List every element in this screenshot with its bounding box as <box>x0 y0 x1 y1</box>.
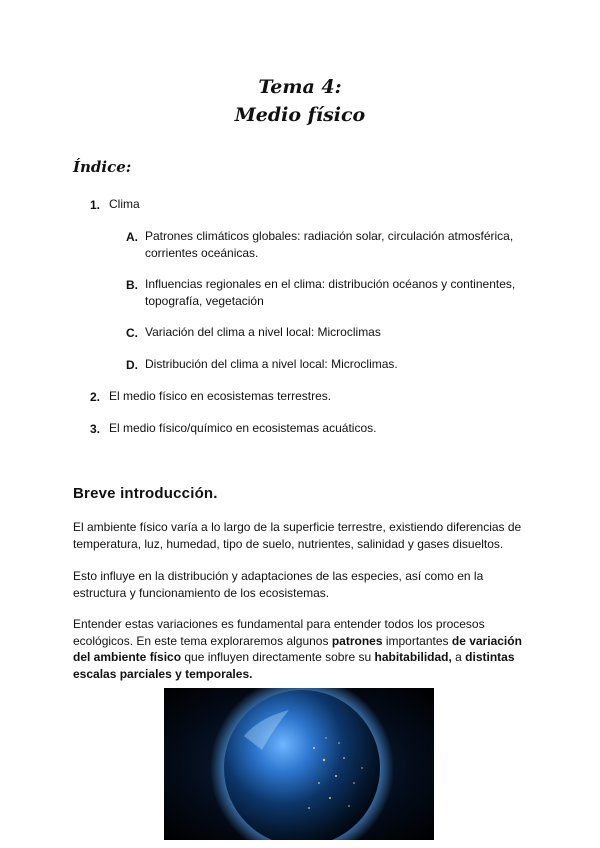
index-subitem-b-marker: B. <box>126 278 138 292</box>
intro-paragraph-2 <box>73 568 533 601</box>
index-subitem-a-marker: A. <box>126 230 138 244</box>
index-item-2-text: El medio físico en ecosistemas terrestres. <box>109 389 332 403</box>
title-line-2: Medio físico <box>234 104 366 126</box>
intro-p3-text: ecológicos. En este tema exploraremos algunos <box>73 633 332 648</box>
intro-p1-line2: temperatura, luz, humedad, tipo de suelo, nutrientes, salinidad y gases disueltos. <box>73 536 504 551</box>
index-subitem-a-line1: Patrones climáticos globales: radiación solar, circulación atmosférica, <box>145 229 514 243</box>
intro-p3-bold: habitabilidad, <box>374 650 452 664</box>
index-subitem-b-line1: Influencias regionales en el clima: distribución océanos y continentes, <box>145 277 516 291</box>
index-item-2-marker: 2. <box>90 390 101 404</box>
intro-p3-text: importantes <box>382 633 452 648</box>
index-item-1-marker: 1. <box>90 198 101 212</box>
intro-paragraph-3 <box>73 616 533 682</box>
index-subitem-c-marker: C. <box>126 326 138 340</box>
index-heading: Índice: <box>73 158 132 176</box>
title-line-1: Tema 4: <box>258 76 342 98</box>
intro-paragraph-1 <box>73 519 533 552</box>
index-subitem-c-line1: Variación del clima a nivel local: Microclimas <box>145 325 381 339</box>
intro-p2-line2: estructura y funcionamiento de los ecosistemas. <box>73 585 330 600</box>
index-item-1-text: Clima <box>109 197 140 211</box>
index-item-3-marker: 3. <box>90 422 101 436</box>
intro-p3-text: que influyen directamente sobre su <box>181 650 375 664</box>
intro-p1-line1: El ambiente físico varía a lo largo de la superficie terrestre, existiendo diferencias de <box>73 520 522 534</box>
intro-p3-bold: distintas <box>465 650 515 664</box>
index-subitem-d-marker: D. <box>126 358 138 372</box>
intro-p3-bold: de variación <box>451 633 522 648</box>
index-subitem-b-line2: topografía, vegetación <box>145 294 264 308</box>
index-subitem-a-line2: corrientes oceánicas. <box>145 246 259 260</box>
intro-p3-line1: Entender estas variaciones es fundamental para entender todos los procesos <box>73 617 485 631</box>
intro-p3-bold: patrones <box>331 633 383 648</box>
intro-heading: Breve introducción. <box>73 485 218 502</box>
intro-p3-line2 <box>73 633 533 650</box>
index-subitem-d-line1: Distribución del clima a nivel local: Microclimas. <box>145 357 398 371</box>
intro-p3-text: a <box>451 650 466 664</box>
intro-p3-line4 <box>73 666 533 683</box>
earth-globe-graphic <box>164 688 434 840</box>
intro-p2-line1: Esto influye en la distribución y adaptaciones de las especies, así como en la <box>73 569 484 583</box>
earth-at-night-image <box>164 688 434 840</box>
intro-p3-bold: del ambiente físico <box>73 650 182 664</box>
index-item-3-text: El medio físico/químico en ecosistemas acuáticos. <box>109 421 377 435</box>
intro-p3-line3 <box>73 649 533 666</box>
intro-p3-bold: escalas parciales y temporales. <box>73 666 253 681</box>
